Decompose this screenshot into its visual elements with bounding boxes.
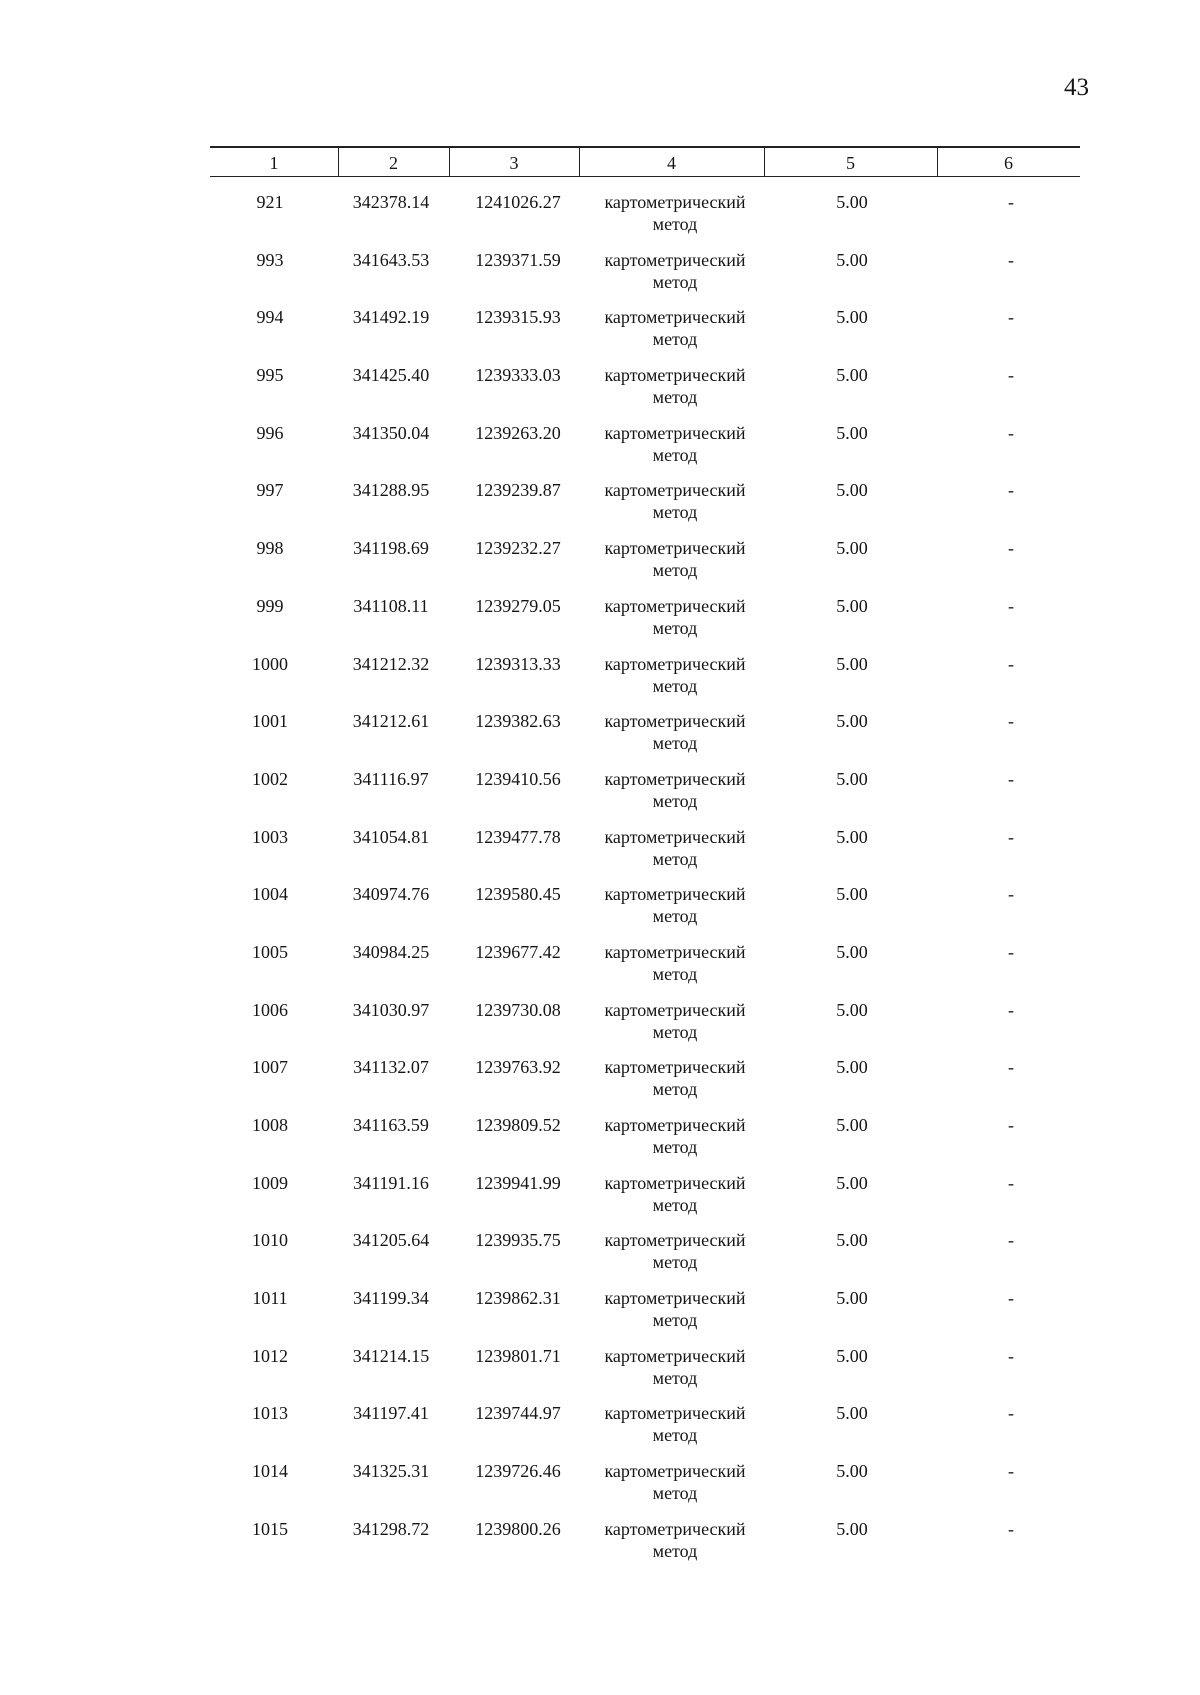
x-coordinate: 341350.04 <box>352 422 430 443</box>
method-line-1: картометрический <box>604 422 746 443</box>
method-line-2: метод <box>652 560 698 581</box>
method-cell <box>585 1172 765 1216</box>
method-line-1: картометрический <box>604 1518 746 1539</box>
point-number: 1001 <box>252 711 288 732</box>
x-coordinate: 342378.14 <box>352 192 430 212</box>
table-row <box>0 826 1200 884</box>
y-coordinate: 1239313.33 <box>475 653 561 674</box>
accuracy-value: 5.00 <box>836 1345 868 1366</box>
x-coordinate: 341116.97 <box>353 768 429 789</box>
point-number: 1008 <box>252 1115 288 1135</box>
method-line-2: метод <box>652 1021 698 1042</box>
method-line-2: метод <box>652 1252 698 1273</box>
accuracy-value: 5.00 <box>836 711 868 732</box>
note-value: - <box>1008 999 1014 1020</box>
x-coordinate: 341288.95 <box>352 480 430 501</box>
y-coordinate: 1239382.63 <box>475 711 561 732</box>
table-row <box>0 595 1200 653</box>
table-row <box>0 768 1200 826</box>
y-coordinate: 1239763.92 <box>475 1057 561 1078</box>
point-number: 1004 <box>252 884 288 905</box>
y-coordinate: 1239477.78 <box>475 826 561 847</box>
method-line-1: картометрический <box>604 1172 746 1193</box>
accuracy-value: 5.00 <box>836 1403 868 1424</box>
note-value: - <box>1008 307 1014 328</box>
point-number: 999 <box>256 595 284 616</box>
point-number: 1013 <box>252 1403 288 1424</box>
method-line-1: картометрический <box>604 1230 746 1251</box>
method-cell <box>585 306 765 350</box>
method-line-2: метод <box>652 502 698 523</box>
y-coordinate: 1239279.05 <box>475 595 561 616</box>
note-value: - <box>1008 1518 1014 1539</box>
note-value: - <box>1008 1461 1014 1482</box>
accuracy-value: 5.00 <box>836 941 868 962</box>
table-row <box>0 1518 1200 1576</box>
point-number: 1011 <box>252 1288 288 1309</box>
method-line-2: метод <box>652 963 698 984</box>
method-cell <box>585 1460 765 1504</box>
accuracy-value: 5.00 <box>836 365 868 386</box>
point-number: 1003 <box>252 826 288 847</box>
point-number: 1010 <box>252 1230 288 1251</box>
accuracy-value: 5.00 <box>836 538 868 559</box>
method-cell <box>585 1518 765 1562</box>
y-coordinate: 1239744.97 <box>475 1403 561 1424</box>
method-cell <box>585 191 765 235</box>
table-row <box>0 537 1200 595</box>
accuracy-value: 5.00 <box>836 249 868 270</box>
y-coordinate: 1241026.27 <box>475 192 561 212</box>
accuracy-value: 5.00 <box>836 653 868 674</box>
method-cell <box>585 999 765 1043</box>
y-coordinate: 1239726.46 <box>475 1461 561 1482</box>
point-number: 1006 <box>252 999 288 1020</box>
method-line-2: метод <box>652 906 698 927</box>
y-coordinate: 1239677.42 <box>475 941 561 962</box>
method-line-1: картометрический <box>604 826 746 847</box>
method-line-1: картометрический <box>604 249 746 270</box>
y-coordinate: 1239935.75 <box>475 1230 561 1251</box>
method-line-2: метод <box>652 1079 698 1100</box>
header-col-3: 3 <box>509 153 519 173</box>
method-line-2: метод <box>652 617 698 638</box>
table-row <box>0 249 1200 307</box>
method-line-1: картометрический <box>604 1345 746 1366</box>
point-number: 997 <box>256 480 284 501</box>
y-coordinate: 1239800.26 <box>475 1518 561 1539</box>
table-row <box>0 999 1200 1057</box>
point-number: 998 <box>256 538 284 559</box>
header-col-5: 5 <box>846 153 855 173</box>
method-line-1: картометрический <box>604 1057 746 1078</box>
y-coordinate: 1239801.71 <box>475 1345 561 1366</box>
x-coordinate: 341492.19 <box>352 307 430 328</box>
table-row <box>0 1172 1200 1230</box>
x-coordinate: 341425.40 <box>352 365 430 386</box>
table-row <box>0 941 1200 999</box>
method-cell <box>585 537 765 581</box>
table-row <box>0 710 1200 768</box>
note-value: - <box>1008 1115 1014 1135</box>
y-coordinate: 1239333.03 <box>475 365 561 386</box>
x-coordinate: 341197.41 <box>353 1403 429 1424</box>
method-line-2: метод <box>652 675 698 696</box>
x-coordinate: 341212.61 <box>352 711 430 732</box>
note-value: - <box>1008 1230 1014 1251</box>
x-coordinate: 341205.64 <box>352 1230 430 1251</box>
method-line-1: картометрический <box>604 941 746 962</box>
accuracy-value: 5.00 <box>836 999 868 1020</box>
method-line-1: картометрический <box>604 1115 746 1135</box>
header-col-1: 1 <box>269 153 279 173</box>
method-cell <box>585 479 765 523</box>
accuracy-value: 5.00 <box>836 768 868 789</box>
header-col-6: 6 <box>1004 153 1013 173</box>
method-line-1: картометрический <box>604 538 746 559</box>
note-value: - <box>1008 422 1014 443</box>
method-cell <box>585 1287 765 1331</box>
note-value: - <box>1008 768 1014 789</box>
method-line-2: метод <box>652 848 698 869</box>
y-coordinate: 1239862.31 <box>475 1288 561 1309</box>
table-row <box>0 653 1200 711</box>
x-coordinate: 340984.25 <box>352 941 430 962</box>
y-coordinate: 1239263.20 <box>475 422 561 443</box>
method-cell <box>585 1114 765 1158</box>
method-line-1: картометрический <box>604 1288 746 1309</box>
y-coordinate: 1239371.59 <box>475 249 561 270</box>
point-number: 1014 <box>252 1461 288 1482</box>
method-cell <box>585 826 765 870</box>
method-line-2: метод <box>652 790 698 811</box>
method-cell <box>585 1345 765 1389</box>
accuracy-value: 5.00 <box>836 480 868 501</box>
note-value: - <box>1008 595 1014 616</box>
note-value: - <box>1008 1057 1014 1078</box>
header-col-2: 2 <box>389 153 398 173</box>
note-value: - <box>1008 365 1014 386</box>
note-value: - <box>1008 711 1014 732</box>
y-coordinate: 1239941.99 <box>475 1172 561 1193</box>
x-coordinate: 341163.59 <box>353 1115 429 1135</box>
accuracy-value: 5.00 <box>836 1057 868 1078</box>
y-coordinate: 1239239.87 <box>475 480 561 501</box>
table-row <box>0 479 1200 537</box>
note-value: - <box>1008 653 1014 674</box>
table-header <box>210 146 1080 177</box>
note-value: - <box>1008 884 1014 905</box>
method-line-1: картометрический <box>604 192 746 212</box>
y-coordinate: 1239232.27 <box>475 538 561 559</box>
x-coordinate: 341054.81 <box>352 826 430 847</box>
method-line-2: метод <box>652 329 698 350</box>
note-value: - <box>1008 1345 1014 1366</box>
point-number: 1002 <box>252 768 288 789</box>
table-row <box>0 1287 1200 1345</box>
accuracy-value: 5.00 <box>836 1230 868 1251</box>
note-value: - <box>1008 192 1014 212</box>
note-value: - <box>1008 826 1014 847</box>
y-coordinate: 1239315.93 <box>475 307 561 328</box>
method-cell <box>585 595 765 639</box>
method-line-2: метод <box>652 1310 698 1331</box>
table-row <box>0 1114 1200 1172</box>
x-coordinate: 341199.34 <box>353 1288 429 1309</box>
method-cell <box>585 422 765 466</box>
table-row <box>0 1460 1200 1518</box>
note-value: - <box>1008 1288 1014 1309</box>
point-number: 994 <box>256 307 284 328</box>
accuracy-value: 5.00 <box>836 307 868 328</box>
method-cell <box>585 768 765 812</box>
method-cell <box>585 1229 765 1273</box>
method-line-2: метод <box>652 1367 698 1388</box>
method-line-1: картометрический <box>604 653 746 674</box>
note-value: - <box>1008 480 1014 501</box>
method-cell <box>585 364 765 408</box>
x-coordinate: 341643.53 <box>352 249 430 270</box>
table-row <box>0 1345 1200 1403</box>
accuracy-value: 5.00 <box>836 826 868 847</box>
method-line-1: картометрический <box>604 365 746 386</box>
method-cell <box>585 653 765 697</box>
x-coordinate: 341198.69 <box>353 538 429 559</box>
note-value: - <box>1008 1172 1014 1193</box>
y-coordinate: 1239410.56 <box>475 768 561 789</box>
method-line-2: метод <box>652 1194 698 1215</box>
method-line-2: метод <box>652 1425 698 1446</box>
point-number: 921 <box>256 192 284 212</box>
method-cell <box>585 1056 765 1100</box>
table-row <box>0 883 1200 941</box>
point-number: 1015 <box>252 1518 288 1539</box>
method-line-1: картометрический <box>604 711 746 732</box>
method-line-1: картометрический <box>604 768 746 789</box>
header-col-4: 4 <box>667 153 676 173</box>
method-line-1: картометрический <box>604 307 746 328</box>
point-number: 993 <box>256 249 284 270</box>
y-coordinate: 1239580.45 <box>475 884 561 905</box>
method-cell <box>585 883 765 927</box>
accuracy-value: 5.00 <box>836 1115 868 1135</box>
x-coordinate: 341298.72 <box>352 1518 430 1539</box>
table-row <box>0 1056 1200 1114</box>
point-number: 1000 <box>252 653 288 674</box>
method-cell <box>585 1402 765 1446</box>
x-coordinate: 341212.32 <box>352 653 430 674</box>
accuracy-value: 5.00 <box>836 1288 868 1309</box>
method-line-2: метод <box>652 387 698 408</box>
accuracy-value: 5.00 <box>836 422 868 443</box>
table-row <box>0 191 1200 249</box>
note-value: - <box>1008 941 1014 962</box>
table-row <box>0 306 1200 364</box>
table-row <box>0 364 1200 422</box>
accuracy-value: 5.00 <box>836 192 868 212</box>
note-value: - <box>1008 1403 1014 1424</box>
point-number: 996 <box>256 422 284 443</box>
note-value: - <box>1008 538 1014 559</box>
table-row <box>0 1229 1200 1287</box>
point-number: 1007 <box>252 1057 288 1078</box>
method-line-2: метод <box>652 1483 698 1504</box>
point-number: 1009 <box>252 1172 288 1193</box>
x-coordinate: 341214.15 <box>352 1345 430 1366</box>
x-coordinate: 341030.97 <box>352 999 430 1020</box>
method-line-2: метод <box>652 444 698 465</box>
method-line-1: картометрический <box>604 999 746 1020</box>
y-coordinate: 1239809.52 <box>475 1115 561 1135</box>
x-coordinate: 340974.76 <box>352 884 430 905</box>
table-row <box>0 422 1200 480</box>
x-coordinate: 341325.31 <box>352 1461 430 1482</box>
x-coordinate: 341108.11 <box>353 595 429 616</box>
table-row <box>0 1402 1200 1460</box>
method-cell <box>585 249 765 293</box>
accuracy-value: 5.00 <box>836 595 868 616</box>
point-number: 1012 <box>252 1345 288 1366</box>
accuracy-value: 5.00 <box>836 1518 868 1539</box>
method-line-1: картометрический <box>604 480 746 501</box>
y-coordinate: 1239730.08 <box>475 999 561 1020</box>
accuracy-value: 5.00 <box>836 1172 868 1193</box>
method-line-1: картометрический <box>604 884 746 905</box>
method-cell <box>585 941 765 985</box>
point-number: 1005 <box>252 941 288 962</box>
method-line-1: картометрический <box>604 1403 746 1424</box>
method-line-2: метод <box>652 1137 698 1157</box>
method-line-2: метод <box>652 271 698 292</box>
method-cell <box>585 710 765 754</box>
method-line-2: метод <box>652 1540 698 1561</box>
x-coordinate: 341132.07 <box>353 1057 429 1078</box>
note-value: - <box>1008 249 1014 270</box>
method-line-2: метод <box>652 733 698 754</box>
method-line-1: картометрический <box>604 1461 746 1482</box>
page-number: 43 <box>1064 74 1089 101</box>
table-body <box>0 191 1200 1576</box>
accuracy-value: 5.00 <box>836 1461 868 1482</box>
method-line-2: метод <box>652 214 698 234</box>
point-number: 995 <box>256 365 284 386</box>
accuracy-value: 5.00 <box>836 884 868 905</box>
method-line-1: картометрический <box>604 595 746 616</box>
x-coordinate: 341191.16 <box>353 1172 429 1193</box>
